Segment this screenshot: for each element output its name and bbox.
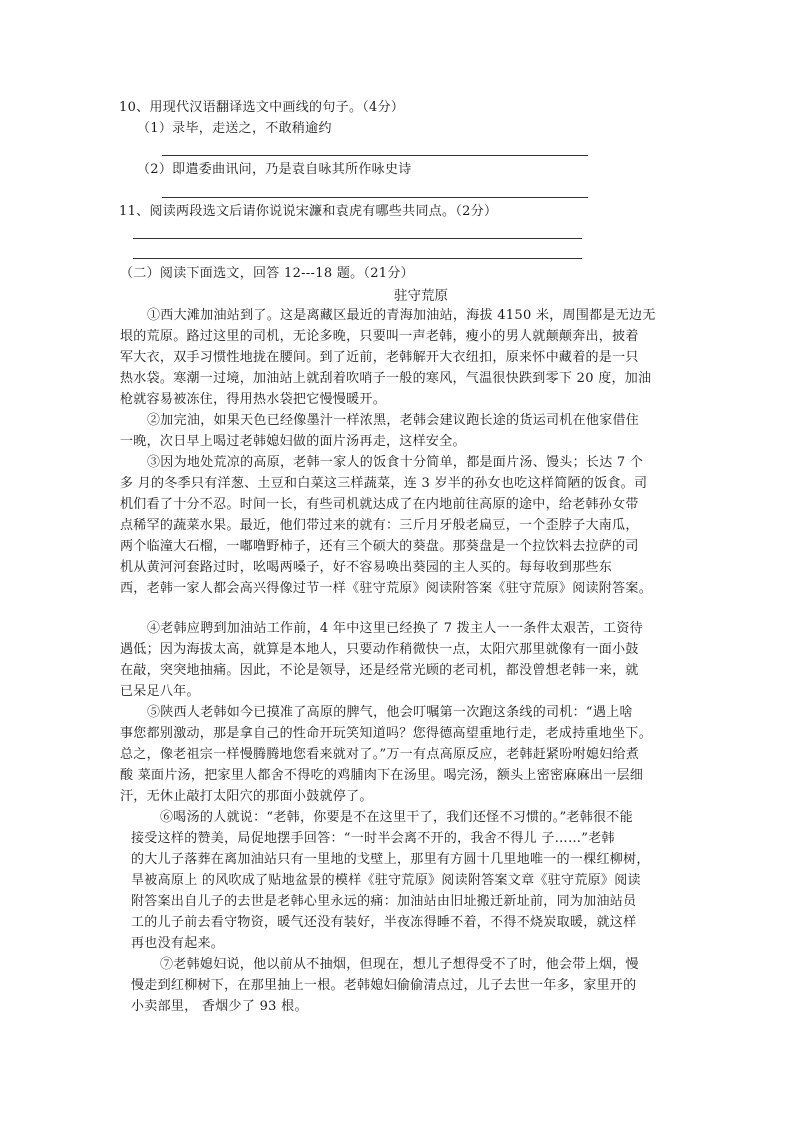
p3-line: 多 月的冬季只有洋葱、土豆和白菜这三样蔬菜，连 3 岁半的孙女也吃这样简陋的饭食。司: [120, 476, 648, 491]
p7-line: ⑦老韩媳妇说，他以前从不抽烟，但现在，想儿子想得受不了时，他会带上烟，慢: [160, 957, 639, 972]
p6-line: ⑥喝汤的人就说：“老韩，你要是不在这里干了，我们还怪不习惯的。”老韩很不能: [160, 810, 633, 825]
q10-item-2: （2）即遣委曲讯问，乃是袁自咏其所作咏史诗: [137, 162, 412, 177]
answer-line[interactable]: [162, 155, 588, 156]
p1-line: 军大衣，双手习惯性地拢在腰间。到了近前，老韩解开大衣纽扣，原来怀中藏着的是一只: [120, 350, 639, 365]
q11-prompt: 11、阅读两段选文后请你说说宋濂和袁虎有哪些共同点。（2分）: [119, 204, 498, 219]
p3-line: ③因为地处荒凉的高原，老韩一家人的饭食十分简单，都是面片汤、馒头；长达 7 个: [147, 455, 644, 470]
p5-line: 总之，像老祖宗一样慢腾腾地您看来就对了。”万一有点高原反应，老韩赶紧吩咐媳妇给煮: [120, 747, 640, 762]
p3-line: 西，老韩一家人都会高兴得像过节一样《驻守荒原》阅读附答案《驻守荒原》阅读附答案。: [120, 581, 653, 596]
p2-line: ②加完油，如果天色已经像墨汁一样浓黑，老韩会建议跑长途的货运司机在他家借住: [147, 413, 640, 428]
p5-line: ⑤陕西人老韩如今已摸准了高原的脾气，他会叮嘱第一次跑这条线的司机：“遇上啥: [147, 705, 633, 720]
p4-line: ④老韩应聘到加油站工作前，4 年中这里已经换了 7 拨主人一一条件太艰苦，工资待: [147, 621, 643, 636]
p6-line: 接受这样的赞美，局促地摆手回答：“一时半会离不开的，我舍不得儿 子……”老韩: [131, 831, 615, 846]
p1-line: 垠的荒原。路过这里的司机，无论多晚，只要叫一声老韩，瘦小的男人就颠颠奔出，披着: [120, 329, 639, 344]
p2-line: 一晚，次日早上喝过老韩媳妇做的面片汤再走，这样安全。: [120, 434, 466, 449]
p3-line: 两个临潼大石榴，一嘟噜野柿子，还有三个硕大的葵盘。那葵盘是一个拉饮料去拉萨的司: [120, 539, 639, 554]
p7-line: 小卖部里， 香烟少了 93 根。: [131, 999, 308, 1014]
p5-line: 酸 菜面片汤，把家里人都舍不得吃的鸡脯肉下在汤里。喝完汤，额头上密密麻麻出一层细: [120, 768, 644, 783]
p6-line: 再也没有起来。: [131, 936, 225, 951]
p6-line: 附答案出自儿子的去世是老韩心里永远的痛：加油站由旧址搬迁新址前，同为加油站员: [131, 894, 637, 909]
answer-line[interactable]: [162, 197, 588, 198]
q10-item-1: （1）录毕，走送之，不敢稍逾约: [137, 121, 332, 136]
q10-prompt: 10、用现代汉语翻译选文中画线的句子。（4分）: [119, 100, 405, 115]
p4-line: 已呆足八年。: [120, 684, 200, 699]
p1-line: ①西大滩加油站到了。这是离藏区最近的青海加油站，海拔 4150 米，周围都是无边无: [147, 308, 656, 323]
answer-line[interactable]: [133, 258, 582, 259]
p1-line: 枪就容易被冻住，得用热水袋把它慢慢暖开。: [120, 392, 387, 407]
answer-line[interactable]: [133, 238, 582, 239]
p5-line: 汗，无休止敲打太阳穴的那面小鼓就停了。: [120, 789, 373, 804]
p4-line: 在敲，突突地抽痛。因此，不论是领导，还是经常光顾的老司机，都没曾想老韩一来，就: [120, 663, 639, 678]
p5-line: 事您都别激动，那是拿自己的性命开玩笑知道吗？您得德高望重地行走，老成持重地坐下。: [120, 726, 653, 741]
p4-line: 遇低；因为海拔太高，就算是本地人，只要动作稍微快一点，太阳穴那里就像有一面小鼓: [120, 642, 639, 657]
article-title: 驻守荒原: [394, 288, 448, 304]
p6-line: 的大儿子落葬在离加油站只有一里地的戈壁上，那里有方圆十几里地唯一的一棵红柳树，: [131, 852, 650, 867]
p6-line: 工的儿子前去看守物资，暖气还没有装好，半夜冻得睡不着，不得不烧炭取暖，就这样: [131, 915, 637, 930]
p1-line: 热水袋。寒潮一过境，加油站上就刮着吹哨子一般的寒风，气温很快跌到零下 20 度，加油: [120, 371, 652, 386]
section-header: （二）阅读下面选文，回答 12---18 题。（21分）: [120, 266, 414, 281]
p3-line: 点稀罕的蔬菜水果。最近，他们带过来的就有：三斤月牙般老扁豆，一个歪脖子大南瓜，: [120, 518, 639, 533]
p3-line: 机从黄河河套路过时，吆喝两嗓子，好不容易唤出葵园的主人买的。每每收到那些东: [120, 560, 613, 575]
p7-line: 慢走到红柳树下，在那里抽上一根。老韩媳妇偷偷清点过，儿子去世一年多，家里开的: [131, 978, 637, 993]
p6-line: 旱被高原上 的风吹成了贴地盆景的模样《驻守荒原》阅读附答案文章《驻守荒原》阅读: [131, 873, 641, 888]
p3-line: 机们看了十分不忍。时间一长，有些司机就达成了在内地前往高原的途中，给老韩孙女带: [120, 497, 639, 512]
